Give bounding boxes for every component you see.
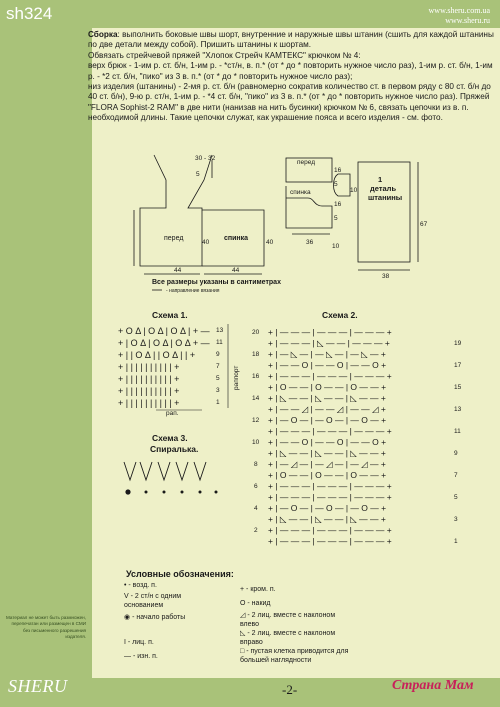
s2-right-3: 3 [454, 516, 458, 523]
svg-text:+ | — — — | ◺ — — | — — — +: + | — — — | ◺ — — | — — — + [268, 338, 390, 348]
watermark: Страна Мам [392, 678, 474, 693]
legend-item-start: ◉ - начало работы [124, 614, 186, 621]
s2-left-12: 12 [252, 417, 260, 424]
dim-5: 5 [196, 171, 200, 178]
legend-item-chain: • - возд. п. [124, 582, 157, 589]
s1-rapport-h: рап. [166, 410, 179, 417]
sheru-logo: SHERU [8, 676, 68, 696]
left-decrease-icon: ◿ [240, 612, 246, 619]
s2-left-10: 10 [252, 439, 260, 446]
s2-right-19: 19 [454, 340, 462, 347]
svg-text:+ | — O — | — O — | — O — +: + | — O — | — O — | — O — + [268, 415, 387, 425]
svg-text:+ | — — ◿ | — — ◿ | — — ◿ +: + | — — ◿ | — — ◿ | — — ◿ + [268, 404, 386, 414]
label-front: перед [164, 235, 184, 242]
dim-5c: 5 [334, 181, 338, 188]
dim-38: 38 [382, 273, 390, 280]
svg-text:+ | — ◿ — | — ◿ — | — ◿ — +: + | — ◿ — | — ◿ — | — ◿ — + [268, 459, 386, 469]
instructions-text [88, 30, 494, 124]
dim-10: 10 [350, 187, 358, 194]
assembly-heading: Сборка [88, 30, 118, 39]
s1-row-1: 1 [216, 399, 220, 406]
svg-text:+ | O — — | O — — | O — — +: + | O — — | O — — | O — — + [268, 470, 387, 480]
dot-icon: • [124, 582, 127, 589]
site-link-ua[interactable]: www.sheru.com.ua [428, 6, 490, 15]
s2-right-15: 15 [454, 384, 462, 391]
edging-intro: Обвязать стрейчевой пряжей "Хлопок Стрейч КАМТЕКС" крючком № 4: [88, 50, 361, 60]
legend-item-2dc: V - 2 ст/н с одним основанием [124, 593, 182, 609]
legend-title: Условные обозначения: [126, 569, 234, 579]
dim-36: 36 [306, 239, 314, 246]
scheme2-chart [250, 320, 470, 550]
legend-item-k2tog-right: ◺ - 2 лиц. вместе с наклоном вправо [240, 630, 336, 646]
left-band [0, 0, 92, 707]
s2-left-8: 8 [254, 461, 258, 468]
plus-icon: + [240, 586, 245, 593]
pattern-code: sh324 [6, 4, 53, 23]
edging-top: верх брюк - 1-им р. ст. б/н, 1-им р. - *ст/н, в. п.* (от * до * повторить нужное число раз), 1-им р. ст. б/н, 1-им р. - *2 ст. б/н, "пико" из 3 в. п.* (от * до * повторить нужное число раз); [88, 61, 493, 81]
svg-text:+ | | | | | | | | | | +: + | | | | | | | | | | + [118, 374, 180, 384]
page-number: -2- [282, 682, 298, 697]
scheme3-subtitle: Спиралька. [150, 444, 199, 454]
s2-right-11: 11 [454, 428, 461, 435]
scheme3-chart [118, 458, 228, 498]
s1-row-7: 7 [216, 363, 220, 370]
empty-square-icon: □ [240, 648, 245, 655]
dim-30-32: 30 - 32 [195, 155, 216, 162]
s2-left-20: 20 [252, 329, 260, 336]
dim-16b: 16 [334, 201, 342, 208]
v-stitch-icon: V [124, 593, 129, 600]
svg-text:+ | | | | | | | | | | +: + | | | | | | | | | | + [118, 398, 180, 408]
dim-40b: 40 [266, 239, 274, 246]
svg-text:+ | O Δ | O Δ | O Δ + —: + | O Δ | O Δ | O Δ + — [118, 338, 210, 348]
label-back-2: спинка [290, 189, 311, 196]
svg-text:+ O Δ | O Δ | O Δ | + —: + O Δ | O Δ | O Δ | + — [118, 326, 210, 336]
svg-text:+ | O — — | O — — | O — — +: + | O — — | O — — | O — — + [268, 382, 387, 392]
svg-text:+ | — — — | — — — | — — — +: + | — — — | — — — | — — — + [268, 327, 392, 337]
svg-text:+ | — — — | — — — | — — — +: + | — — — | — — — | — — — + [268, 536, 392, 546]
s2-left-18: 18 [252, 351, 260, 358]
s2-left-4: 4 [254, 505, 258, 512]
detail-label-3: штанины [368, 193, 403, 202]
s1-row-3: 3 [216, 387, 220, 394]
s2-left-2: 2 [254, 527, 258, 534]
legend-item-edge: + - кром. п. [240, 586, 276, 593]
label-back: спинка [224, 235, 249, 242]
s2-left-16: 16 [252, 373, 260, 380]
svg-text:+ | — — — | — — — | — — — +: + | — — — | — — — | — — — + [268, 371, 392, 381]
legend-item-yarnover: O - накид [240, 600, 271, 607]
s2-right-17: 17 [454, 362, 462, 369]
scheme3-title: Схема 3. [152, 433, 188, 443]
legend-item-knit: I - лиц. п. [124, 639, 154, 646]
purl-icon: — [124, 653, 131, 660]
s2-left-14: 14 [252, 395, 260, 402]
s2-right-13: 13 [454, 406, 462, 413]
svg-text:+ | | | | | | | | | | +: + | | | | | | | | | | + [118, 362, 180, 372]
dim-16a: 16 [334, 167, 342, 174]
knit-icon: I [124, 639, 126, 646]
s1-rapport-label: раппорт [233, 365, 240, 390]
site-link-ru[interactable]: www.sheru.ru [445, 16, 490, 25]
svg-text:+ | ◺ — — | ◺ — — | ◺ — — +: + | ◺ — — | ◺ — — | ◺ — — + [268, 448, 386, 458]
dim-44a: 44 [174, 267, 182, 274]
legend-item-purl: — - изн. п. [124, 653, 158, 660]
edging-bottom: низ изделия (штанины) - 2-мя р. ст. б/н (равномерно сократив количество ст. в первом ряду с 80 ст. б/н до 40 ст. б/н), 9-ю р. ст/н, 1-им р. - *4 ст. б/н, "пико" из 3 в. п.* (от * до * повторить нужное число раз). Пряжей "FLORA Sophist-2 RAM" в две нити (нанизав на нить бусинки) крючком № 6, связать цепочки из в. п. необходимой длины. Такие цепочки служат, как украшение пояса и всего изделия - см. фото. [88, 82, 491, 123]
s1-row-11: 11 [216, 339, 223, 346]
svg-text:+ | | O Δ | | O Δ | | +: + | | O Δ | | O Δ | | + [118, 350, 196, 360]
s2-right-9: 9 [454, 450, 458, 457]
svg-text:+ | ◺ — — | ◺ — — | ◺ — — +: + | ◺ — — | ◺ — — | ◺ — — + [268, 393, 386, 403]
copyright-note: Материал не может быть размножен, перепечатан или размещен в СМИ без письменного разрешения издателя. [6, 615, 86, 639]
pattern-diagram [92, 140, 500, 300]
dim-10b: 10 [332, 243, 340, 250]
svg-text:+ | — — O | — — O | — — O +: + | — — O | — — O | — — O + [268, 360, 387, 370]
scheme1-chart [112, 320, 252, 420]
right-decrease-icon: ◺ [240, 630, 246, 637]
s2-right-1: 1 [454, 538, 458, 545]
legend-item-empty: □ - пустая клетка приводится для большей наглядности [240, 648, 349, 664]
svg-text:+ | — — — | — — — | — — — +: + | — — — | — — — | — — — + [268, 481, 392, 491]
detail-label-1: 1 [378, 175, 383, 184]
direction-note: - направление вязания [166, 288, 220, 294]
svg-text:+ | — — — | — — — | — — — +: + | — — — | — — — | — — — + [268, 426, 392, 436]
s1-row-9: 9 [216, 351, 220, 358]
circle-icon: O [240, 600, 246, 607]
scheme2-title: Схема 2. [322, 310, 358, 320]
svg-text:+ | — — O | — — O | — — O +: + | — — O | — — O | — — O + [268, 437, 387, 447]
legend-item-k2tog-left: ◿ - 2 лиц. вместе с наклоном влево [240, 612, 336, 628]
scheme1-title: Схема 1. [152, 310, 188, 320]
assembly-text: : выполнить боковые швы шорт, внутренние и наружные швы штанин (сшить для каждой штанины по две детали между собой). Пришить штанины к шортам. [88, 30, 494, 50]
svg-text:+ | — — — | — — — | — — — +: + | — — — | — — — | — — — + [268, 525, 392, 535]
s1-row-13: 13 [216, 327, 224, 334]
label-front-2: перед [297, 159, 316, 166]
dim-44b: 44 [232, 267, 240, 274]
svg-text:+ | — ◺ — | — ◺ — | — ◺ — +: + | — ◺ — | — ◺ — | — ◺ — + [268, 349, 386, 359]
s2-right-5: 5 [454, 494, 458, 501]
svg-text:+ | ◺ — — | ◺ — — | ◺ — — +: + | ◺ — — | ◺ — — | ◺ — — + [268, 514, 386, 524]
s1-row-5: 5 [216, 375, 220, 382]
svg-text:+ | | | | | | | | | | +: + | | | | | | | | | | + [118, 386, 180, 396]
start-dot-icon: ◉ [124, 614, 131, 621]
dim-40a: 40 [202, 239, 210, 246]
svg-text:+ | — — — | — — — | — — — +: + | — — — | — — — | — — — + [268, 492, 392, 502]
svg-text:+ | — O — | — O — | — O — +: + | — O — | — O — | — O — + [268, 503, 387, 513]
sizes-note: Все размеры указаны в сантиметрах [152, 279, 281, 286]
s2-left-6: 6 [254, 483, 258, 490]
detail-label-2: деталь [370, 184, 397, 193]
s2-right-7: 7 [454, 472, 458, 479]
dim-5b: 5 [334, 215, 338, 222]
dim-67: 67 [420, 221, 428, 228]
